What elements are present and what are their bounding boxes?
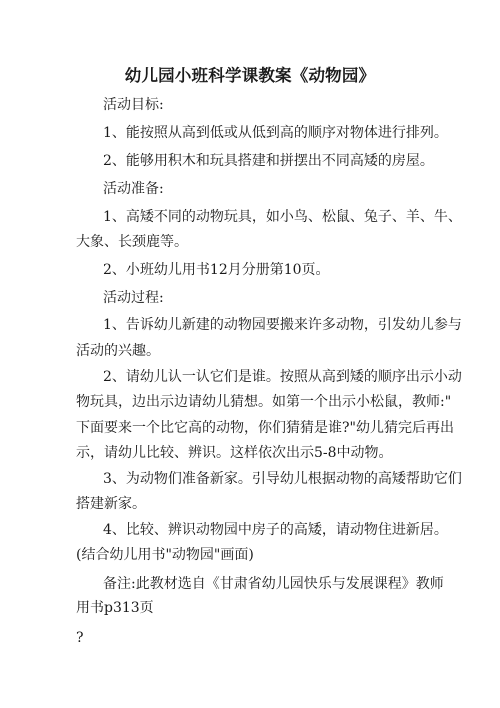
section-heading-process: 活动过程: xyxy=(103,290,164,306)
process-item-1-line-1: 1、告诉幼儿新建的动物园要搬来许多动物，引发幼儿参与 xyxy=(103,317,462,333)
goal-item-1: 1、能按照从高到低或从低到高的顺序对物体进行排列。 xyxy=(103,125,448,141)
process-item-3-line-2: 搭建新家。 xyxy=(76,496,146,512)
process-item-1-line-2: 活动的兴趣。 xyxy=(76,343,160,359)
section-heading-goals: 活动目标: xyxy=(103,97,164,113)
process-item-2-line-4: 示，请幼儿比较、辨识。这样依次出示5-8中动物。 xyxy=(76,445,393,461)
prep-item-2: 2、小班幼儿用书12月分册第10页。 xyxy=(103,262,330,278)
trailing-mark: ? xyxy=(76,630,84,646)
process-item-3-line-1: 3、为动物们准备新家。引导幼儿根据动物的高矮帮助它们 xyxy=(103,471,462,487)
remark-line-1: 备注:此教材选自《甘肃省幼儿园快乐与发展课程》教师 xyxy=(103,576,444,592)
process-item-2-line-1: 2、请幼儿认一认它们是谁。按照从高到矮的顺序出示小动 xyxy=(103,369,462,385)
prep-item-1-line-1: 1、高矮不同的动物玩具，如小鸟、松鼠、兔子、羊、牛、 xyxy=(103,209,462,225)
goal-item-2: 2、能够用积木和玩具搭建和拼摆出不同高矮的房屋。 xyxy=(103,153,434,169)
process-item-2-line-2: 物玩具，边出示边请幼儿猜想。如第一个出示小松鼠，教师:" xyxy=(76,394,452,410)
document-title: 幼儿园小班科学课教案《动物园》 xyxy=(124,66,376,85)
prep-item-1-line-2: 大象、长颈鹿等。 xyxy=(76,234,188,250)
remark-line-2: 用书p313页 xyxy=(76,600,154,616)
process-item-4: 4、比较、辨识动物园中房子的高矮，请动物住进新居。 xyxy=(103,522,448,538)
section-heading-prep: 活动准备: xyxy=(103,181,164,197)
process-item-2-line-3: 下面要来一个比它高的动物，你们猜猜是谁?"幼儿猜完后再出 xyxy=(76,420,454,436)
process-item-4-note: (结合幼儿用书"动物园"画面) xyxy=(76,547,254,563)
